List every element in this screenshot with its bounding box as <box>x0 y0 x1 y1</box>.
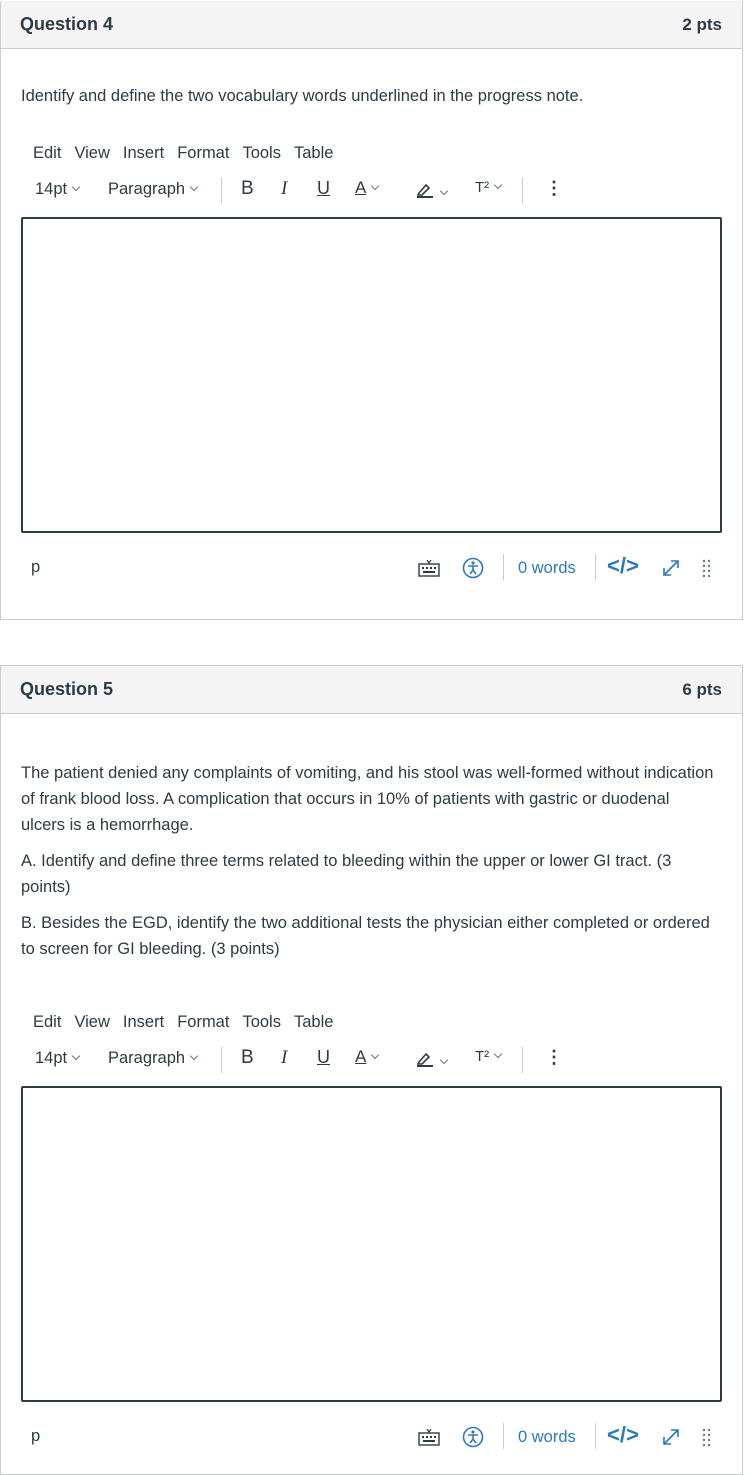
question-header <box>1 666 742 714</box>
word-count-button[interactable]: 0 words <box>518 1428 576 1446</box>
more-options-button[interactable]: ⋮ <box>545 178 563 198</box>
editor-statusbar <box>21 552 722 584</box>
menu-view[interactable]: View <box>74 1013 110 1031</box>
chevron-down-icon <box>190 1052 198 1060</box>
question-paragraph: Identify and define the two vocabulary words underlined in the progress note. <box>21 87 584 105</box>
resize-handle-icon[interactable] <box>702 559 712 584</box>
status-divider <box>503 554 504 580</box>
question-paragraph: The patient denied any complaints of vomiting, and his stool was well-formed without indication of frank blood loss. A complication that occurs in 10% of patients with gastric or duodenal ulcers is a hemorrhage. <box>21 764 714 834</box>
chevron-down-icon <box>72 1052 80 1060</box>
superscript-button[interactable] <box>475 179 501 196</box>
text-color-button[interactable] <box>355 178 378 198</box>
chevron-down-icon <box>371 182 379 190</box>
block-format-dropdown[interactable] <box>108 1049 197 1068</box>
question-paragraph: A. Identify and define three terms related to bleeding within the upper or lower GI tract. (3 points) <box>21 852 672 896</box>
question-title: Question 4 <box>20 14 114 34</box>
italic-button[interactable]: I <box>281 178 288 199</box>
word-count-button[interactable]: 0 words <box>518 559 576 577</box>
highlight-color-button[interactable] <box>415 180 447 203</box>
question-5 <box>0 665 743 1475</box>
status-divider <box>595 1423 596 1449</box>
block-format-value: Paragraph <box>108 180 186 198</box>
text-color-glyph: A <box>355 178 367 197</box>
menu-edit[interactable]: Edit <box>33 144 62 162</box>
font-size-dropdown[interactable] <box>35 1049 79 1068</box>
superscript-button[interactable] <box>475 1048 501 1065</box>
question-paragraph: B. Besides the EGD, identify the two additional tests the physician either completed or ordered to screen for GI bleeding. (3 points) <box>21 914 710 958</box>
bold-button[interactable]: B <box>241 178 254 199</box>
underline-button[interactable]: U <box>317 1047 330 1067</box>
menu-format[interactable]: Format <box>177 144 230 162</box>
editor-menubar <box>33 1013 346 1032</box>
question-text <box>21 83 716 119</box>
block-format-dropdown[interactable] <box>108 180 197 199</box>
element-path[interactable]: p <box>31 558 41 576</box>
chevron-down-icon <box>494 1050 502 1058</box>
fullscreen-icon[interactable] <box>661 1427 681 1452</box>
highlighter-icon <box>415 180 435 198</box>
menu-table[interactable]: Table <box>293 144 334 162</box>
chevron-down-icon <box>440 1056 448 1064</box>
toolbar-divider <box>522 178 523 204</box>
keyboard-icon[interactable] <box>418 560 440 583</box>
element-path[interactable]: p <box>31 1427 41 1445</box>
font-size-value: 14pt <box>35 1049 68 1067</box>
toolbar-divider <box>522 1047 523 1073</box>
highlighter-icon <box>415 1049 435 1067</box>
chevron-down-icon <box>72 183 80 191</box>
keyboard-icon[interactable] <box>418 1429 440 1452</box>
fullscreen-icon[interactable] <box>661 558 681 583</box>
italic-button[interactable]: I <box>281 1047 288 1068</box>
text-color-glyph: A <box>355 1047 367 1066</box>
editor-statusbar <box>21 1421 722 1453</box>
font-size-value: 14pt <box>35 180 68 198</box>
chevron-down-icon <box>440 187 448 195</box>
block-format-value: Paragraph <box>108 1049 186 1067</box>
highlight-color-button[interactable] <box>415 1049 447 1072</box>
editor-toolbar <box>35 178 563 206</box>
superscript-glyph: T² <box>475 1048 490 1065</box>
text-color-button[interactable] <box>355 1047 378 1067</box>
question-points: 2 pts <box>682 15 722 34</box>
superscript-glyph: T² <box>475 179 490 196</box>
question-title: Question 5 <box>20 679 114 699</box>
menu-view[interactable]: View <box>74 144 110 162</box>
rich-text-editor-area[interactable] <box>21 217 722 533</box>
html-editor-toggle[interactable]: </> <box>607 1422 639 1447</box>
chevron-down-icon <box>190 183 198 191</box>
question-header <box>1 1 742 49</box>
menu-tools[interactable]: Tools <box>242 1013 281 1031</box>
chevron-down-icon <box>494 181 502 189</box>
toolbar-divider <box>221 1047 222 1073</box>
bold-button[interactable]: B <box>241 1047 254 1068</box>
question-points: 6 pts <box>682 680 722 699</box>
menu-table[interactable]: Table <box>293 1013 334 1031</box>
question-4 <box>0 1 743 620</box>
font-size-dropdown[interactable] <box>35 180 79 199</box>
menu-tools[interactable]: Tools <box>242 144 281 162</box>
status-divider <box>503 1423 504 1449</box>
status-divider <box>595 554 596 580</box>
accessibility-checker-icon[interactable] <box>462 1426 484 1453</box>
menu-format[interactable]: Format <box>177 1013 230 1031</box>
rich-text-editor-area[interactable] <box>21 1086 722 1402</box>
underline-button[interactable]: U <box>317 178 330 198</box>
resize-handle-icon[interactable] <box>702 1428 712 1453</box>
menu-insert[interactable]: Insert <box>122 1013 165 1031</box>
html-editor-toggle[interactable]: </> <box>607 553 639 578</box>
more-options-button[interactable]: ⋮ <box>545 1047 563 1067</box>
editor-toolbar <box>35 1047 563 1075</box>
toolbar-divider <box>221 178 222 204</box>
menu-insert[interactable]: Insert <box>122 144 165 162</box>
accessibility-checker-icon[interactable] <box>462 557 484 584</box>
question-text <box>21 760 716 972</box>
chevron-down-icon <box>371 1051 379 1059</box>
menu-edit[interactable]: Edit <box>33 1013 62 1031</box>
editor-menubar <box>33 144 346 163</box>
